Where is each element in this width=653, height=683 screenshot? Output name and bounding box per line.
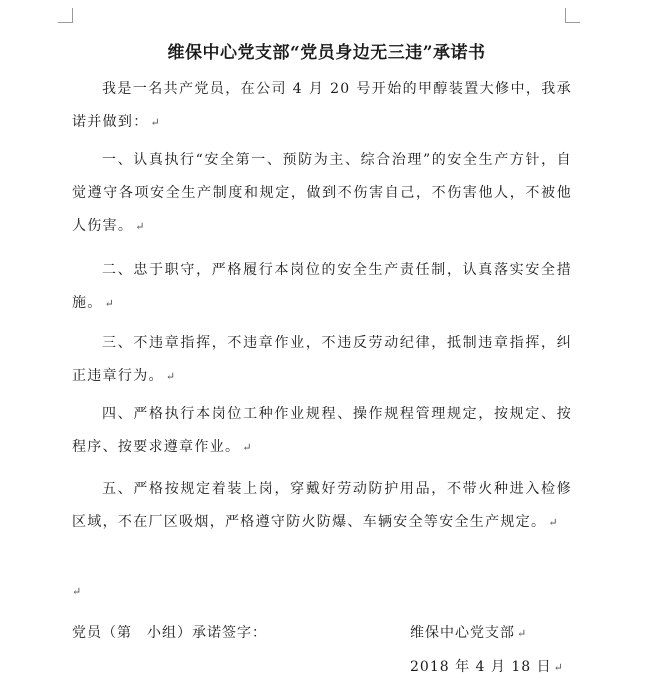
paragraph-mark-icon: ↵: [553, 661, 564, 674]
signature-text: 维保中心党支部: [410, 625, 515, 641]
commitment-item-2: [72, 254, 572, 320]
paragraph-mark-icon: ↵: [104, 297, 116, 310]
empty-paragraph-mark-icon: ↵: [72, 585, 82, 598]
paragraph-text: 五、严格按规定着装上岗，穿戴好劳动防护用品，不带火种进入检修区域，不在厂区吸烟，严格遵守防火防爆、车辆安全等安全生产规定。: [72, 481, 572, 530]
paragraph-mark-icon: ↵: [135, 220, 146, 233]
date-text: 2018 年 4 月 18 日: [410, 659, 552, 675]
paragraph-text: 我是一名共产党员，在公司 4 月 20 号开始的甲醇装置大修中，我承诺并做到：: [72, 81, 572, 130]
page-corner-mark-right: [565, 8, 580, 23]
paragraph-mark-icon: ↵: [517, 627, 528, 640]
paragraph-mark-icon: ↵: [165, 370, 177, 383]
paragraph-mark-icon: ↵: [548, 516, 559, 529]
commitment-item-1: [72, 144, 572, 243]
commitment-item-3: [72, 327, 572, 393]
paragraph-mark-icon: ↵: [242, 441, 253, 454]
commitment-item-5: [72, 473, 572, 539]
document-date: [410, 656, 564, 676]
paragraph-mark-icon: ↵: [150, 116, 162, 129]
commitment-item-4: [72, 398, 572, 464]
party-branch-signature: [410, 622, 527, 642]
paragraph-text: 二、忠于职守，严格履行本岗位的安全生产责任制，认真落实安全措施。: [72, 262, 572, 311]
page-corner-mark-left: [58, 8, 73, 23]
document-title: 维保中心党支部“党员身边无三违”承诺书: [167, 43, 486, 63]
member-signature-line: 党员（第 小组）承诺签字：: [72, 625, 267, 641]
paragraph-text: 四、严格执行本岗位工种作业规程、操作规程管理规定，按规定、按程序、按要求遵章作业。: [72, 406, 572, 455]
paragraph-text: 一、认真执行“安全第一、预防为主、综合治理”的安全生产方针，自觉遵守各项安全生产制度和规定，做到不伤害自己，不伤害他人，不被他人伤害。: [72, 152, 572, 234]
intro-paragraph: [72, 73, 572, 139]
paragraph-text: 三、不违章指挥，不违章作业，不违反劳动纪律，抵制违章指挥，纠正违章行为。: [72, 335, 572, 384]
